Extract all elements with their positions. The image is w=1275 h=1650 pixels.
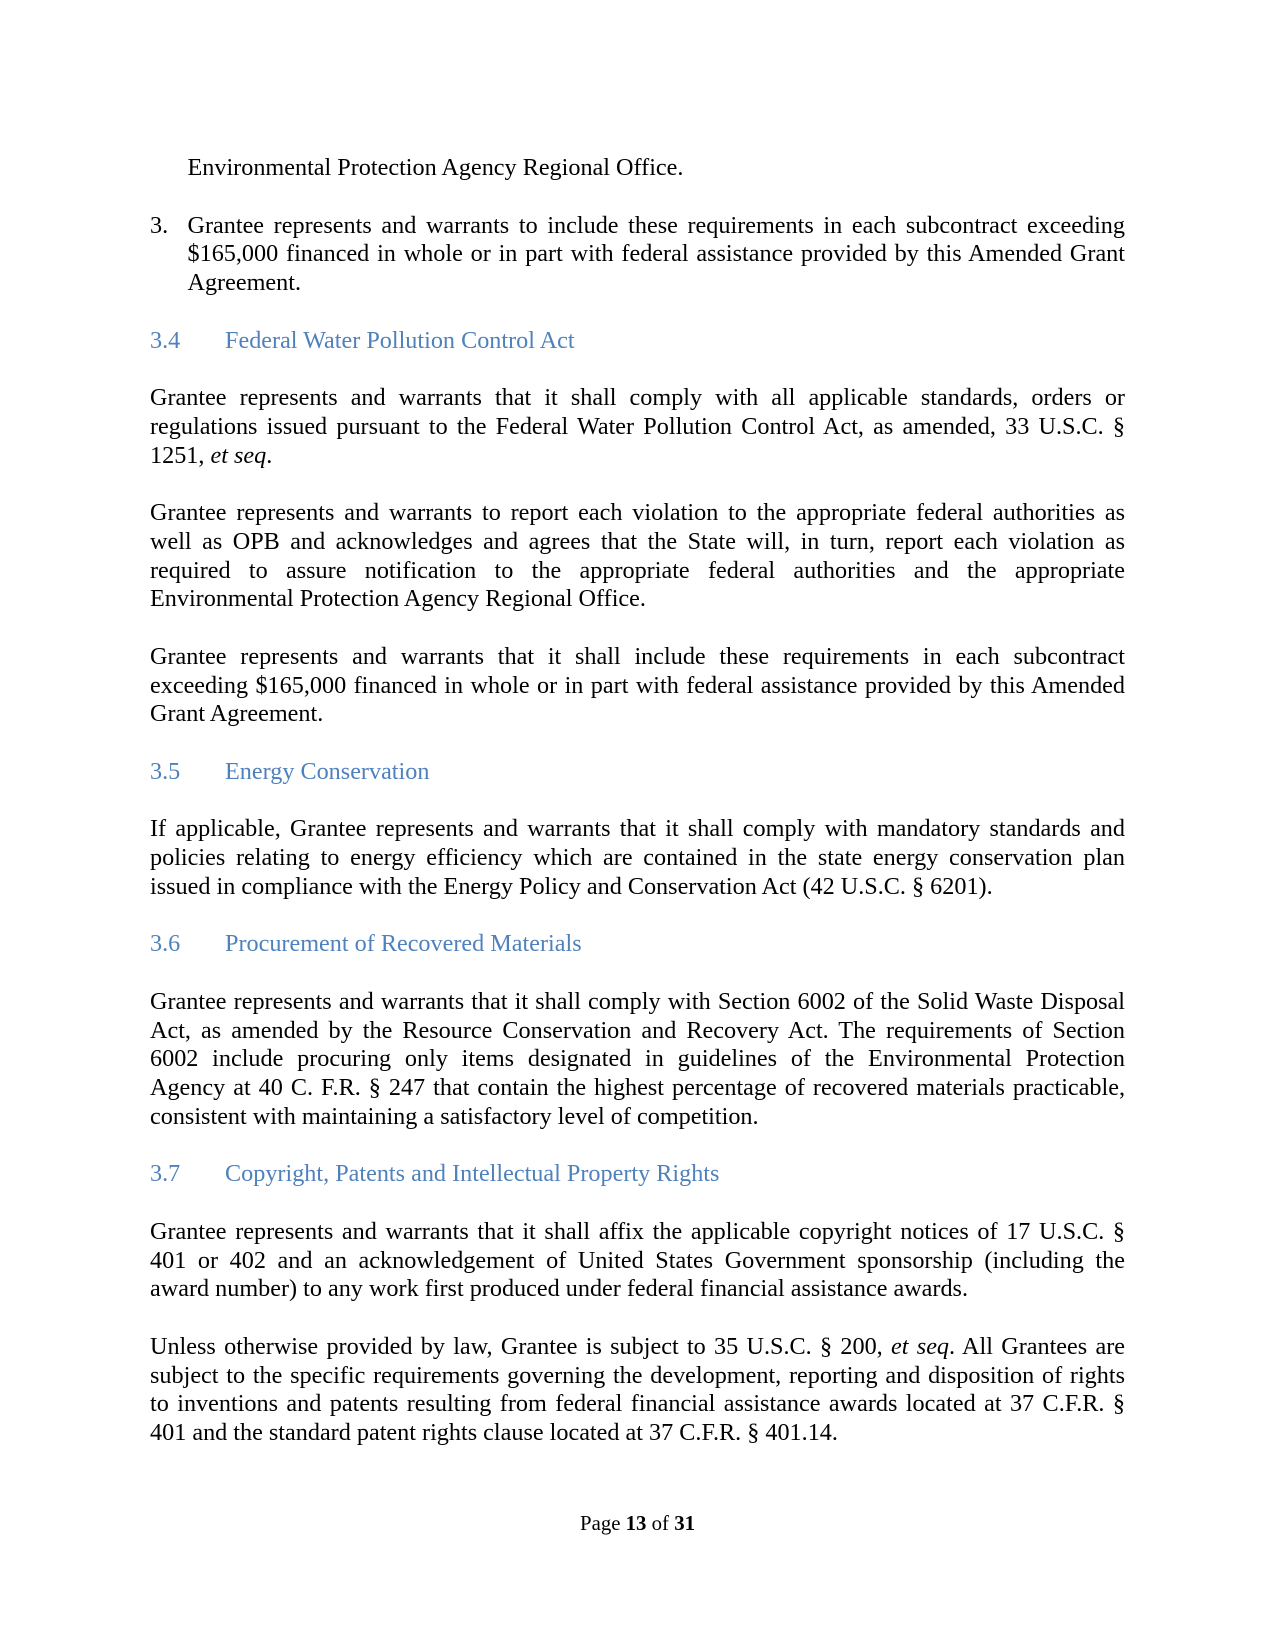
text-segment: Unless otherwise provided by law, Grantee is subject to 35 U.S.C. § 200, xyxy=(150,1332,892,1360)
section-title: Copyright, Patents and Intellectual Property Rights xyxy=(225,1160,720,1188)
text-line: Agreement. xyxy=(187,269,301,296)
paragraph xyxy=(150,384,1125,470)
text-line xyxy=(150,442,1125,471)
text-line: Grantee represents and warrants that it shall comply with Section 6002 of the Solid Waste Disposal xyxy=(150,987,1125,1015)
paragraph xyxy=(150,815,1125,901)
list-item-3 xyxy=(150,212,1125,298)
text-line: 401 or 402 and an acknowledgement of United States Government sponsorship (including the xyxy=(150,1246,1125,1274)
text-line: Environmental Protection Agency Regional Office. xyxy=(187,154,684,181)
page-label: Page xyxy=(580,1512,621,1535)
text-line: 401 and the standard patent rights clause located at 37 C.F.R. § 401.14. xyxy=(150,1419,838,1446)
text-line: Agency at 40 C. F.R. § 247 that contain the highest percentage of recovered materials practicable, xyxy=(150,1074,1125,1101)
section-heading-3-4 xyxy=(150,327,1125,356)
text-line: award number) to any work first produced under federal financial assistance awards. xyxy=(150,1275,969,1303)
text-line: required to assure notification to the appropriate federal authorities and the appropriate xyxy=(150,556,1125,584)
section-number: 3.7 xyxy=(150,1160,181,1188)
paragraph xyxy=(150,499,1125,614)
total-pages-number: 31 xyxy=(674,1512,695,1535)
text-line: to inventions and patents resulting from federal financial assistance awards located at 37 C.F.R. § xyxy=(150,1390,1125,1418)
section-number: 3.5 xyxy=(150,757,181,785)
text-line: Act, as amended by the Resource Conservation and Recovery Act. The requirements of Section xyxy=(150,1016,1125,1044)
text-line: exceeding $165,000 financed in whole or in part with federal assistance provided by this Amended xyxy=(150,671,1125,699)
current-page-number: 13 xyxy=(625,1512,647,1535)
section-heading-3-6 xyxy=(150,930,1125,959)
italic-text: et seq xyxy=(210,441,267,469)
list-item-number: 3. xyxy=(150,211,169,239)
paragraph xyxy=(150,1218,1125,1304)
section-heading-3-5 xyxy=(150,758,1125,787)
text-line: issued in compliance with the Energy Policy and Conservation Act (42 U.S.C. § 6201). xyxy=(150,872,993,900)
section-title: Procurement of Recovered Materials xyxy=(225,930,582,958)
italic-text: et seq xyxy=(891,1332,950,1360)
text-line: Grantee represents and warrants that it shall include these requirements in each subcontract xyxy=(150,642,1125,670)
text-line: Grantee represents and warrants that it shall affix the applicable copyright notices of 17 U.S.C. § xyxy=(150,1217,1125,1245)
section-number: 3.6 xyxy=(150,930,181,958)
text-line xyxy=(150,1333,1125,1362)
text-line: Environmental Protection Agency Regional Office. xyxy=(150,585,646,613)
paragraph xyxy=(150,988,1125,1132)
text-segment: 1251, xyxy=(150,441,211,469)
section-title: Energy Conservation xyxy=(225,757,430,785)
text-line: If applicable, Grantee represents and warrants that it shall comply with mandatory standards and xyxy=(150,815,1125,843)
text-line: $165,000 financed in whole or in part with federal assistance provided by this Amended Grant xyxy=(187,240,1125,268)
section-heading-3-7 xyxy=(150,1160,1125,1189)
page-body xyxy=(150,154,1125,1477)
text-line: Grantee represents and warrants that it shall comply with all applicable standards, orders or xyxy=(150,384,1125,411)
text-line: consistent with maintaining a satisfactory level of competition. xyxy=(150,1102,759,1130)
text-line: Grant Agreement. xyxy=(150,700,324,728)
text-line: regulations issued pursuant to the Federal Water Pollution Control Act, as amended, 33 U.S.C. § xyxy=(150,412,1125,440)
text-line: subject to the specific requirements governing the development, reporting and disposition of rights xyxy=(150,1361,1125,1389)
text-line: 6002 include procuring only items designated in guidelines of the Environmental Protection xyxy=(150,1045,1125,1073)
section-title: Federal Water Pollution Control Act xyxy=(225,326,575,354)
page-footer xyxy=(150,1512,1125,1536)
paragraph xyxy=(150,1333,1125,1448)
text-line: well as OPB and acknowledges and agrees that the State will, in turn, report each violation as xyxy=(150,527,1125,555)
paragraph xyxy=(150,643,1125,729)
of-label: of xyxy=(651,1512,669,1535)
text-segment: . All Grantees are xyxy=(949,1332,1126,1360)
text-segment: . xyxy=(266,441,273,469)
text-line: Grantee represents and warrants to report each violation to the appropriate federal authorities as xyxy=(150,499,1125,526)
text-line: Grantee represents and warrants to include these requirements in each subcontract exceeding xyxy=(187,211,1125,239)
section-number: 3.4 xyxy=(150,326,181,354)
list-continuation xyxy=(150,154,1125,183)
text-line: policies relating to energy efficiency which are contained in the state energy conservation plan xyxy=(150,844,1125,871)
